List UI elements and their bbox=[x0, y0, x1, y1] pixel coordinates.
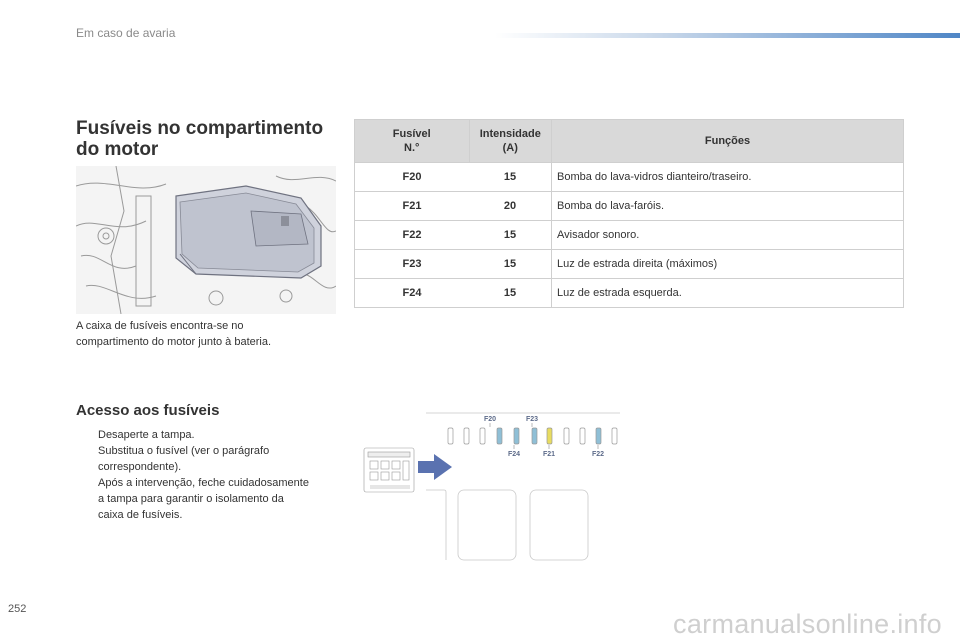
access-steps bbox=[76, 427, 346, 523]
step-line: Substitua o fusível (ver o parágrafo bbox=[98, 445, 270, 457]
fuse-function: Luz de estrada direita (máximos) bbox=[552, 250, 904, 279]
fuse-number: F23 bbox=[355, 250, 470, 279]
fuse-amperage: 15 bbox=[469, 279, 552, 308]
header-functions: Funções bbox=[552, 120, 904, 163]
header-amp-line1: Intensidade bbox=[479, 128, 541, 140]
table-row bbox=[355, 221, 904, 250]
fuse-amperage: 15 bbox=[469, 250, 552, 279]
diagram-label-bottom: F22 bbox=[591, 451, 605, 458]
caption-line2: compartimento do motor junto à bateria. bbox=[76, 336, 272, 348]
header-fuse-line1: Fusível bbox=[392, 128, 431, 140]
fuse-f21 bbox=[547, 428, 552, 444]
engine-fuse-box-photo bbox=[76, 166, 336, 314]
fuse-number: F20 bbox=[355, 163, 470, 192]
table-row bbox=[355, 250, 904, 279]
fuse-table bbox=[354, 119, 904, 308]
diagram-label-top: F20 bbox=[483, 416, 497, 423]
step-line: Após a intervenção, feche cuidadosamente bbox=[98, 477, 309, 489]
fuse-amperage: 15 bbox=[469, 221, 552, 250]
arrow-right-icon bbox=[418, 454, 452, 480]
access-step-2 bbox=[76, 443, 346, 475]
compartment-left bbox=[426, 490, 446, 560]
header-title: Em caso de avaria bbox=[76, 26, 176, 40]
mini-fuse-box-icon bbox=[364, 448, 414, 492]
step-line: Desaperte a tampa. bbox=[98, 429, 195, 441]
fuse-f23 bbox=[532, 428, 537, 444]
engine-fuse-box-illustration bbox=[76, 166, 336, 314]
fuse-f22 bbox=[596, 428, 601, 444]
access-step-3 bbox=[76, 475, 346, 523]
fuse-number: F24 bbox=[355, 279, 470, 308]
fuse-slot bbox=[480, 428, 485, 444]
section-title bbox=[76, 118, 346, 160]
fuse-slot bbox=[564, 428, 569, 444]
header-amperage bbox=[469, 120, 552, 163]
fuse-number: F22 bbox=[355, 221, 470, 250]
watermark: carmanualsonline.info bbox=[673, 609, 942, 639]
header-amp-line2: (A) bbox=[502, 142, 518, 154]
section-title-line1: Fusíveis no compartimento bbox=[76, 118, 324, 139]
header-accent-bar bbox=[495, 33, 960, 38]
fuse-f20 bbox=[497, 428, 502, 444]
diagram-label-bottom: F21 bbox=[542, 451, 556, 458]
header-fuse-line2: N.° bbox=[404, 142, 420, 154]
page-number: 252 bbox=[8, 603, 27, 615]
fuse-slot bbox=[612, 428, 617, 444]
fuse-function: Bomba do lava-faróis. bbox=[552, 192, 904, 221]
fuse-function: Luz de estrada esquerda. bbox=[552, 279, 904, 308]
fuse-table-header bbox=[355, 120, 904, 163]
fuse-function: Avisador sonoro. bbox=[552, 221, 904, 250]
fuse-f24 bbox=[514, 428, 519, 444]
fuse-row bbox=[448, 428, 617, 444]
diagram-label-top: F23 bbox=[525, 416, 539, 423]
table-row bbox=[355, 163, 904, 192]
fuse-slot bbox=[464, 428, 469, 444]
photo-caption bbox=[76, 318, 346, 350]
fuse-slot bbox=[580, 428, 585, 444]
diagram-label-bottom: F24 bbox=[507, 451, 521, 458]
compartment-right bbox=[530, 490, 588, 560]
fuse-function: Bomba do lava-vidros dianteiro/traseiro. bbox=[552, 163, 904, 192]
step-line: caixa de fusíveis. bbox=[98, 509, 183, 521]
compartment-middle bbox=[458, 490, 516, 560]
access-title: Acesso aos fusíveis bbox=[76, 402, 220, 419]
fuse-amperage: 15 bbox=[469, 163, 552, 192]
access-step-1 bbox=[76, 427, 346, 443]
step-line: a tampa para garantir o isolamento da bbox=[98, 493, 284, 505]
table-row bbox=[355, 279, 904, 308]
section-title-line2: do motor bbox=[76, 139, 159, 160]
caption-line1: A caixa de fusíveis encontra-se no bbox=[76, 320, 244, 332]
fuse-box-diagram bbox=[362, 410, 622, 562]
fuse-number: F21 bbox=[355, 192, 470, 221]
fuse-amperage: 20 bbox=[469, 192, 552, 221]
header-fuse-number bbox=[355, 120, 470, 163]
step-line: correspondente). bbox=[98, 461, 182, 473]
fuse-box-compartments bbox=[426, 490, 588, 560]
fuse-slot bbox=[448, 428, 453, 444]
table-row bbox=[355, 192, 904, 221]
